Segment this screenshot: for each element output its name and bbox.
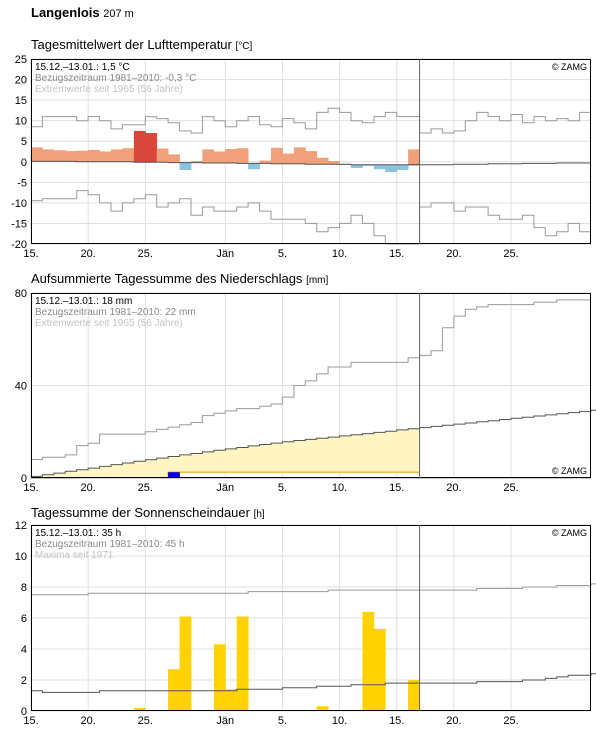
x-tick-label: 25.	[503, 482, 519, 494]
sunshine-day-bar	[362, 612, 374, 711]
y-tick-label: -10	[11, 197, 27, 210]
sunshine-title-text: Tagessumme der Sonnenscheindauer	[31, 505, 250, 520]
x-tick-label: 25.	[137, 482, 153, 494]
x-tick-label: Jän	[216, 248, 235, 260]
x-tick-label: 15.	[389, 248, 405, 260]
station-altitude: 207 m	[103, 8, 134, 20]
min-temperature-line	[31, 191, 591, 244]
precipitation-title-text: Aufsummierte Tagessumme des Niederschlags	[31, 271, 303, 286]
y-tick-label: 10	[14, 115, 27, 128]
y-tick-label: 0	[20, 156, 27, 169]
info-line-2: Bezugszeitraum 1981–2010: -0,3 °C	[35, 73, 197, 84]
y-tick-label: 25	[14, 54, 27, 66]
y-tick-label: 0	[20, 706, 27, 718]
temperature-day-bar	[134, 131, 146, 162]
info-line-3: Maxima seit 1971	[35, 550, 114, 561]
y-tick-label: 4	[20, 644, 27, 656]
temperature-unit: [°C]	[235, 41, 253, 52]
temperature-day-bar	[100, 152, 112, 162]
temperature-day-bar	[271, 148, 283, 164]
y-tick-label: 80	[14, 288, 27, 300]
temperature-title-text: Tagesmittelwert der Lufttemperatur	[31, 37, 232, 52]
info-line-2: Bezugszeitraum 1981–2010: 22 mm	[35, 307, 196, 318]
x-tick-label: 25.	[503, 715, 519, 727]
x-tick-label: 25.	[137, 248, 153, 260]
y-tick-label: -20	[11, 239, 27, 251]
y-tick-label: 0	[20, 473, 27, 485]
x-tick-label: 25.	[503, 248, 519, 260]
x-tick-label: 5.	[277, 248, 288, 260]
info-line-3: Extremwerte seit 1965 (56 Jahre)	[35, 84, 183, 95]
temperature-day-bar	[168, 154, 180, 162]
y-tick-label: 12	[14, 520, 27, 532]
temperature-day-bar	[374, 165, 386, 170]
temperature-day-bar	[248, 163, 260, 169]
temperature-day-bar	[385, 165, 397, 172]
temperature-day-bar	[77, 151, 89, 162]
precipitation-chart	[0, 286, 596, 496]
y-tick-label: -5	[17, 177, 27, 190]
y-tick-label: 20	[14, 74, 27, 87]
temperature-day-bar	[397, 165, 409, 170]
x-tick-label: 5.	[277, 482, 288, 494]
info-line-2: Bezugszeitraum 1981–2010: 45 h	[35, 539, 185, 550]
y-tick-label: 40	[14, 380, 27, 393]
x-tick-label: 15.	[23, 248, 39, 260]
y-tick-label: 6	[20, 613, 27, 625]
station-title	[31, 5, 134, 20]
copyright-label: © ZAMG	[551, 466, 587, 476]
sunshine-day-bar	[180, 617, 192, 712]
x-tick-label: 20.	[446, 715, 462, 727]
y-tick-label: 5	[20, 136, 27, 149]
sunshine-day-bar	[168, 669, 180, 711]
info-line-3: Extremwerte seit 1965 (56 Jahre)	[35, 318, 183, 329]
y-tick-label: 15	[14, 95, 27, 108]
station-name: Langenlois	[31, 5, 100, 20]
temperature-day-bar	[65, 151, 77, 161]
temperature-day-bar	[54, 150, 66, 161]
sunshine-day-bar	[237, 617, 249, 712]
temperature-day-bar	[145, 133, 157, 162]
temperature-day-bar	[31, 147, 43, 161]
x-tick-label: 10.	[331, 715, 348, 727]
temperature-day-bar	[214, 152, 226, 164]
sunshine-day-bar	[214, 644, 226, 711]
x-tick-label: 10.	[331, 482, 348, 494]
precipitation-day-bar	[168, 472, 180, 477]
temperature-chart-title	[31, 37, 252, 52]
y-tick-label: -15	[11, 218, 27, 231]
temperature-day-bar	[88, 150, 100, 162]
temperature-day-bar	[408, 149, 420, 164]
x-tick-label: 20.	[80, 248, 96, 260]
temperature-day-bar	[202, 149, 214, 163]
x-tick-label: 5.	[277, 715, 288, 727]
sunshine-unit: [h]	[253, 509, 265, 520]
x-tick-label: 20.	[446, 248, 462, 260]
info-line-1: 15.12.–13.01.: 35 h	[35, 528, 122, 539]
x-tick-label: 20.	[80, 482, 96, 494]
y-tick-label: 2	[20, 675, 27, 687]
x-tick-label: 10.	[331, 248, 348, 260]
x-tick-label: 25.	[137, 715, 153, 727]
temperature-day-bar	[225, 149, 237, 163]
temperature-day-bar	[317, 158, 329, 165]
x-tick-label: Jän	[216, 715, 235, 727]
sunshine-chart-title	[31, 505, 265, 520]
x-tick-label: Jän	[216, 482, 235, 494]
temperature-day-bar	[294, 147, 306, 163]
x-tick-label: 15.	[23, 715, 39, 727]
temperature-day-bar	[122, 148, 134, 162]
temperature-day-bar	[282, 154, 294, 164]
temperature-day-bar	[180, 163, 192, 170]
temperature-chart	[0, 52, 596, 267]
temperature-day-bar	[111, 149, 123, 161]
precipitation-unit: [mm]	[306, 275, 329, 286]
info-line-1: 15.12.–13.01.: 1,5 °C	[35, 62, 130, 73]
info-line-1: 15.12.–13.01.: 18 mm	[35, 296, 133, 307]
x-tick-label: 20.	[446, 482, 462, 494]
temperature-day-bar	[305, 151, 317, 164]
y-tick-label: 10	[14, 551, 27, 563]
x-tick-label: 15.	[389, 715, 405, 727]
copyright-label: © ZAMG	[551, 62, 587, 72]
sunshine-chart	[0, 520, 596, 729]
y-tick-label: 8	[20, 582, 27, 594]
sunshine-day-bar	[374, 629, 386, 711]
temperature-day-bar	[237, 148, 249, 163]
normal-temperature-line-forecast	[408, 163, 591, 165]
temperature-day-bar	[42, 149, 54, 161]
x-tick-label: 15.	[23, 482, 39, 494]
precipitation-chart-title	[31, 271, 328, 286]
sunshine-day-bar	[408, 680, 420, 711]
copyright-label: © ZAMG	[551, 528, 587, 538]
sunshine-day-bar	[225, 689, 237, 711]
x-tick-label: 15.	[389, 482, 405, 494]
temperature-day-bar	[157, 149, 169, 163]
x-tick-label: 20.	[80, 715, 96, 727]
